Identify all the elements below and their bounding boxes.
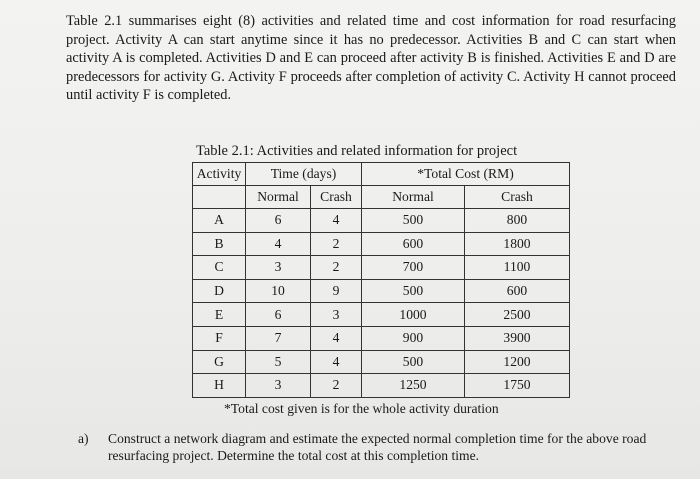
cell-crash-time: 4 <box>311 326 362 350</box>
question-label: a) <box>78 431 89 446</box>
cell-normal-time: 4 <box>246 232 311 256</box>
table-row <box>193 303 570 327</box>
question-text: Construct a network diagram and estimate the expected normal completion time for the above road resurfacing project. Determine the total cost at this completion time. <box>108 431 647 463</box>
cell-activity: B <box>193 232 246 256</box>
cell-normal-time: 3 <box>246 256 311 280</box>
cell-normal-cost: 600 <box>362 232 465 256</box>
cell-normal-time: 5 <box>246 350 311 374</box>
table-row <box>193 209 570 233</box>
cell-normal-cost: 1000 <box>362 303 465 327</box>
cell-crash-cost: 800 <box>465 209 570 233</box>
cell-crash-cost: 2500 <box>465 303 570 327</box>
cell-crash-time: 2 <box>311 374 362 398</box>
cell-crash-cost: 600 <box>465 279 570 303</box>
activities-table <box>192 162 570 398</box>
cell-crash-cost: 1800 <box>465 232 570 256</box>
table-subheader-row <box>193 186 570 209</box>
cell-normal-cost: 700 <box>362 256 465 280</box>
table-row <box>193 279 570 303</box>
cell-normal-time: 3 <box>246 374 311 398</box>
cell-activity: G <box>193 350 246 374</box>
header-time: Time (days) <box>246 163 362 186</box>
cell-normal-cost: 1250 <box>362 374 465 398</box>
cell-activity: C <box>193 256 246 280</box>
cell-normal-time: 10 <box>246 279 311 303</box>
cell-crash-time: 2 <box>311 256 362 280</box>
cell-normal-time: 7 <box>246 326 311 350</box>
cell-normal-cost: 500 <box>362 209 465 233</box>
cell-activity: A <box>193 209 246 233</box>
cell-normal-time: 6 <box>246 303 311 327</box>
table-row <box>193 326 570 350</box>
table-row <box>193 350 570 374</box>
sub-crash-time: Crash <box>311 186 362 209</box>
intro-paragraph: Table 2.1 summarises eight (8) activities and related time and cost information for road resurfacing project. Activity A can start anytime since it has no predecessor. Activities B and C can start when activity A is completed. Activities D and E can proceed after activity B is finished. Activities E and D are predecessors for activity G. Activity F proceeds after completion of activity C. Activity H cannot proceed until activity F is completed. <box>66 13 676 104</box>
table-header-row <box>193 163 570 186</box>
table-row <box>193 232 570 256</box>
table-caption: Table 2.1: Activities and related information for project <box>196 143 518 159</box>
header-empty <box>193 186 246 209</box>
cell-activity: E <box>193 303 246 327</box>
table-footnote: *Total cost given is for the whole activity duration <box>224 401 499 416</box>
cell-normal-time: 6 <box>246 209 311 233</box>
cell-activity: H <box>193 374 246 398</box>
cell-crash-cost: 1100 <box>465 256 570 280</box>
cell-activity: D <box>193 279 246 303</box>
cell-crash-time: 2 <box>311 232 362 256</box>
cell-crash-cost: 1200 <box>465 350 570 374</box>
cell-crash-time: 3 <box>311 303 362 327</box>
cell-normal-cost: 900 <box>362 326 465 350</box>
cell-crash-time: 9 <box>311 279 362 303</box>
table-row <box>193 256 570 280</box>
header-cost: *Total Cost (RM) <box>362 163 570 186</box>
sub-normal-cost: Normal <box>362 186 465 209</box>
header-activity: Activity <box>193 163 246 186</box>
cell-activity: F <box>193 326 246 350</box>
cell-crash-time: 4 <box>311 350 362 374</box>
table-row <box>193 374 570 398</box>
cell-crash-time: 4 <box>311 209 362 233</box>
cell-normal-cost: 500 <box>362 350 465 374</box>
cell-crash-cost: 1750 <box>465 374 570 398</box>
cell-normal-cost: 500 <box>362 279 465 303</box>
cell-crash-cost: 3900 <box>465 326 570 350</box>
sub-crash-cost: Crash <box>465 186 570 209</box>
sub-normal-time: Normal <box>246 186 311 209</box>
